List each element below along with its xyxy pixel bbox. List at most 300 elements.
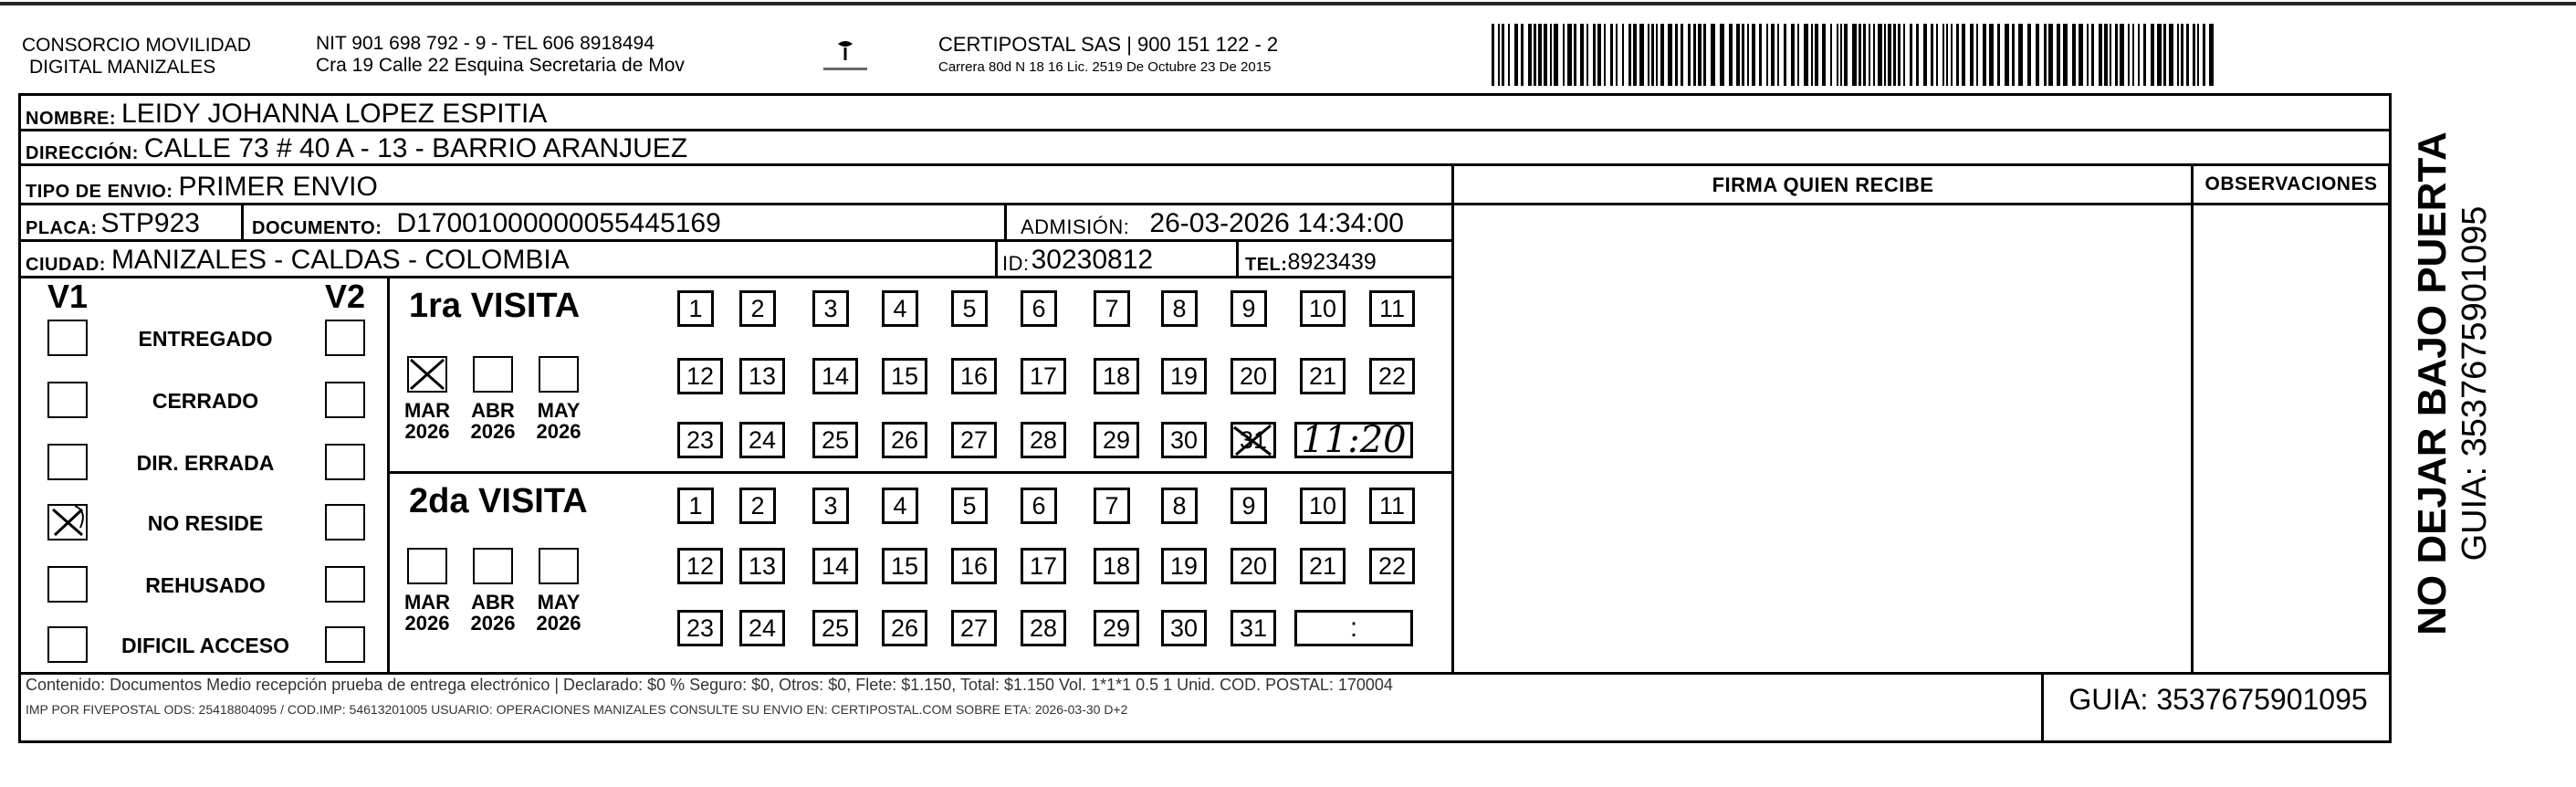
barcode-bar [1878,24,1882,86]
day-number: 17 [1029,551,1058,580]
v1-checkbox[interactable] [47,566,88,603]
day-box[interactable] [1021,610,1066,646]
day-box[interactable] [812,548,858,584]
barcode-bar [1668,24,1672,86]
day-number: 20 [1239,551,1268,580]
day-box[interactable] [739,290,776,327]
month-name: ABR [471,399,515,422]
v1-label: V1 [47,278,89,315]
time-box[interactable] [1294,419,1413,461]
barcode-bar [1923,24,1927,86]
day-number: 20 [1239,362,1268,390]
barcode-bar [1651,24,1654,86]
day-box[interactable] [1300,358,1346,394]
barcode-bar [2072,24,2076,86]
day-box[interactable] [1094,290,1130,327]
id-cell: ID: 30230812 [1002,245,1154,275]
col-sep [1236,239,1239,276]
day-box[interactable] [951,548,997,584]
day-box[interactable] [882,290,918,327]
second-visit-title: 2da VISITA [409,482,588,520]
barcode-bar [2036,24,2039,86]
barcode-bar [2027,24,2031,86]
day-box[interactable] [1230,358,1276,394]
month-label [400,592,455,634]
footer-guia: GUIA: 3537675901095 [2068,683,2368,716]
v2-checkbox[interactable] [325,320,365,356]
day-number: 1 [688,491,703,519]
day-box[interactable] [1021,422,1066,458]
firma-header: FIRMA QUIEN RECIBE [1712,173,1934,196]
day-box[interactable] [1369,488,1415,524]
day-number: 2 [750,294,765,322]
day-number: 27 [959,425,989,454]
barcode-bar [1869,24,1870,86]
barcode-bar [1610,24,1613,86]
barcode-bar [2181,24,2183,86]
barcode-bar [1688,24,1691,86]
day-box[interactable] [882,422,927,458]
barcode-bar [2186,24,2189,86]
barcode-bar [1711,24,1715,86]
barcode-bar [1791,24,1795,86]
barcode-bar [1508,24,1510,86]
barcode-bar [1815,24,1818,86]
day-number: 23 [686,614,715,642]
barcode-bar [1633,24,1637,86]
day-number: 31 [1239,614,1268,642]
certipostal-info: CERTIPOSTAL SAS | 900 151 122 - 2 Carrera 80d N 18 16 Lic. 2519 De Octubre 23 De 2015 [938,33,1279,76]
day-number: 1 [688,294,703,322]
day-box[interactable] [1161,488,1198,524]
time-value: : [1349,613,1358,643]
barcode-bar [2197,24,2199,86]
day-number: 10 [1308,294,1337,322]
day-box[interactable] [1230,488,1267,524]
barcode-bar [1622,24,1624,86]
barcode-bar [1970,24,1974,86]
placa-cell: PLACA: STP923 [26,208,200,238]
month-checkbox[interactable] [539,356,579,393]
barcode-bar [1648,24,1649,86]
month-label [400,400,455,442]
day-number: 29 [1102,425,1131,454]
barcode-bar [1844,24,1848,86]
day-box[interactable] [739,422,785,458]
day-number: 26 [890,425,919,454]
day-number: 12 [686,362,715,390]
day-number: 29 [1102,614,1131,642]
day-box[interactable] [1021,548,1066,584]
day-number: 17 [1029,362,1058,390]
v2-checkbox[interactable] [325,504,365,540]
barcode-bar [1521,24,1524,86]
v2-checkbox[interactable] [325,566,365,603]
day-number: 4 [893,294,907,322]
barcode-bar [1863,24,1866,86]
barcode-bar [1777,24,1779,86]
barcode-bar [1563,24,1565,86]
barcode-bar [1736,24,1740,86]
status-label: DIR. ERRADA [136,451,275,475]
barcode-bar [1766,24,1768,86]
day-number: 8 [1172,294,1187,322]
status-label: ENTREGADO [138,327,273,351]
month-label [466,400,520,442]
day-box[interactable] [677,548,723,584]
barcode-bar [1580,24,1584,86]
status-label: CERRADO [152,389,259,413]
v1-checkbox[interactable] [47,504,88,540]
day-box[interactable] [1021,358,1066,394]
barcode-bar [1962,24,1965,86]
barcode-bar [1660,24,1664,86]
month-checkbox[interactable] [407,548,447,584]
barcode-bar [1797,24,1799,86]
col-sep [241,203,244,239]
barcode-bar [2203,24,2205,86]
day-number: 24 [748,614,777,642]
barcode-bar [1951,24,1953,86]
month-checkbox[interactable] [539,548,579,584]
barcode-bar [1822,24,1826,86]
barcode-bar [1498,24,1500,86]
day-number: 13 [748,362,777,390]
barcode-bar [1639,24,1644,86]
day-number: 15 [890,551,919,580]
company-name: CONSORCIO MOVILIDAD DIGITAL MANIZALES [22,35,251,79]
barcode-bar [1936,24,1938,86]
day-box[interactable] [1300,290,1346,327]
barcode-bar [2209,24,2214,86]
day-number: 14 [821,551,850,580]
day-number: 21 [1308,551,1337,580]
barcode-bar [1693,24,1696,86]
day-box[interactable] [1230,290,1267,327]
barcode-bar [1976,24,1978,86]
barcode-bar [1729,24,1733,86]
barcode-bar [2138,24,2140,86]
row-sep [18,672,2392,675]
nit-info: NIT 901 698 792 - 9 - TEL 606 8918494 Cra 19 Calle 22 Esquina Secretaria de Mov [316,33,685,77]
barcode-bar [1554,24,1558,86]
barcode-bar [1830,24,1832,86]
barcode-bar [2115,24,2118,86]
day-box[interactable] [812,358,858,394]
day-box[interactable] [1021,290,1057,327]
barcode-bar [1514,24,1518,86]
barcode-bar [1997,24,2000,86]
documento-cell: DOCUMENTO: D17001000000055445169 [252,208,721,238]
day-box[interactable] [951,610,997,646]
day-number: 16 [959,551,989,580]
barcode-bar [1742,24,1744,86]
barcode-bar [1593,24,1596,86]
barcode-bar [1604,24,1606,86]
barcode-bar [1852,24,1857,86]
admision-cell: ADMISIÓN: 26-03-2026 14:34:00 [1021,208,1404,238]
barcode-bar [2018,24,2023,86]
day-box[interactable] [1094,488,1130,524]
barcode-bar [2079,24,2083,86]
col-sep [2191,163,2194,674]
month-year: 2026 [404,612,450,635]
observaciones-header: OBSERVACIONES [2204,173,2378,194]
day-number: 21 [1308,362,1337,390]
day-number: 25 [821,614,850,642]
barcode-bar [1544,24,1547,86]
day-number: 23 [686,425,715,454]
month-label [531,400,586,442]
barcode-bar [1534,24,1536,86]
day-box[interactable] [882,610,927,646]
month-year: 2026 [470,612,516,635]
barcode-bar [1538,24,1542,86]
day-number: 6 [1031,491,1046,519]
side-warning: NO DEJAR BAJO PUERTA GUIA: 3537675901095 [2410,131,2494,635]
day-number: 25 [821,425,850,454]
barcode-bar [1946,24,1948,86]
barcode-bar [1983,24,1986,86]
barcode-bar [2099,24,2102,86]
barcode-bar [2104,24,2108,86]
time-box[interactable] [1294,610,1413,646]
barcode-bar [1916,24,1919,86]
v1-checkbox[interactable] [47,444,88,480]
day-number: 7 [1105,294,1119,322]
barcode-bar [1597,24,1601,86]
day-box[interactable] [677,610,723,646]
barcode-bar [1759,24,1762,86]
day-box[interactable] [951,488,988,524]
barcode-bar [1898,24,1901,86]
day-box[interactable] [1369,358,1415,394]
month-checkbox[interactable] [473,548,513,584]
v2-label: V2 [325,278,366,315]
day-number: 27 [959,614,989,642]
nombre-row: NOMBRE: LEIDY JOHANNA LOPEZ ESPITIA [26,99,548,129]
barcode-bar [1771,24,1775,86]
day-box[interactable] [1161,548,1207,584]
barcode-bar [1720,24,1724,86]
day-box[interactable] [1161,610,1207,646]
col-sep [387,276,390,672]
day-box[interactable] [739,358,785,394]
day-box[interactable] [812,610,858,646]
day-box[interactable] [1230,422,1276,458]
day-box[interactable] [1021,488,1057,524]
barcode-bar [1574,24,1576,86]
barcode-bar [2110,24,2111,86]
month-year: 2026 [470,420,516,444]
barcode-bar [1989,24,1994,86]
day-box[interactable] [677,488,714,524]
day-number: 6 [1031,294,1046,322]
day-box[interactable] [882,548,927,584]
day-box[interactable] [882,358,927,394]
tel-cell: TEL: 8923439 [1245,249,1377,275]
barcode-bar [1837,24,1838,86]
day-number: 11 [1378,294,1406,322]
day-number: 19 [1169,362,1199,390]
day-box[interactable] [677,422,723,458]
col-sep [2388,163,2391,674]
day-box[interactable] [1230,610,1276,646]
day-number: 22 [1377,551,1407,580]
day-number: 19 [1169,551,1199,580]
day-number: 7 [1105,491,1119,519]
top-edge [0,2,2576,5]
direccion-row: DIRECCIÓN: CALLE 73 # 40 A - 13 - BARRIO ARANJUEZ [26,133,688,163]
month-year: 2026 [536,612,581,635]
day-number: 5 [962,491,977,519]
day-number: 26 [890,614,919,642]
barcode-bar [2044,24,2047,86]
barcode-bar [2048,24,2053,86]
day-box[interactable] [812,488,849,524]
day-box[interactable] [951,358,997,394]
time-value: 11:20 [1301,419,1407,461]
day-number: 3 [823,294,838,322]
day-number: 28 [1029,614,1058,642]
barcode-bar [2091,24,2094,86]
status-label: DIFICIL ACCESO [120,634,289,657]
day-number: 2 [750,491,765,519]
day-number: 24 [748,425,777,454]
col-sep [1451,163,1454,674]
day-number: 3 [823,491,838,519]
v2-checkbox[interactable] [325,444,365,480]
day-number: 12 [686,551,715,580]
barcode-bar [1804,24,1808,86]
col-sep [1004,203,1007,239]
day-number: 28 [1029,425,1058,454]
barcode-bar [1703,24,1706,86]
barcode-bar [1811,24,1813,86]
day-box[interactable] [882,488,918,524]
barcode-bar [2163,24,2166,86]
barcode-bar [1884,24,1886,86]
v1-checkbox[interactable] [47,320,88,356]
barcode-bar [1903,24,1905,86]
day-number: 14 [821,362,850,390]
day-box[interactable] [951,422,997,458]
day-number: 10 [1308,491,1337,519]
barcode-bar [1567,24,1572,86]
month-name: MAR [403,591,451,614]
barcode-bar [2143,24,2146,86]
barcode-bar [2063,24,2068,86]
day-box[interactable] [1161,290,1198,327]
day-number: 30 [1169,425,1199,454]
barcode-bar [2012,24,2015,86]
day-box[interactable] [1230,548,1276,584]
day-box[interactable] [677,358,723,394]
footer-content: Contenido: Documentos Medio recepción prueba de entrega electrónico | Declarado: $0 % Seguro: $0, Otros: $0, Flete: $1.150, Total: $1.150 Vol. 1*1*1 0.5 1 Unid. COD. POSTAL: 170004 IMP POR FIVEPOSTAL ODS: 25418804095 / COD.IMP: 54613201005 USUARIO: OPERACIONES MANIZALES CONSULTE SU ENVIO EN: CERTIPOSTAL.COM SOBRE ETA: 2026-03-30 D+2 [26,676,1393,717]
barcode-bar [2120,24,2124,86]
day-box[interactable] [951,290,988,327]
barcode-bar [1752,24,1755,86]
day-box[interactable] [1369,290,1415,327]
day-box[interactable] [1300,488,1346,524]
barcode [1492,24,2218,86]
barcode-bar [1840,24,1842,86]
month-year: 2026 [404,420,450,444]
day-box[interactable] [1161,358,1207,394]
day-box[interactable] [1369,548,1415,584]
barcode-bar [1873,24,1875,86]
day-box[interactable] [812,290,849,327]
v1-checkbox[interactable] [47,382,88,418]
day-box[interactable] [677,290,714,327]
barcode-bar [1628,24,1631,86]
day-number: 30 [1169,614,1199,642]
day-box[interactable] [1300,548,1346,584]
month-name: MAR [403,399,451,422]
day-box[interactable] [1094,422,1139,458]
month-label [531,592,586,634]
day-box[interactable] [1094,548,1139,584]
barcode-bar [1698,24,1702,86]
v2-checkbox[interactable] [325,382,365,418]
barcode-bar [2157,24,2162,86]
day-box[interactable] [812,422,858,458]
row-sep [387,471,1453,474]
certipostal-logo-icon [818,37,873,77]
day-number: 5 [962,294,977,322]
day-number: 8 [1172,491,1187,519]
status-label: REHUSADO [145,573,266,597]
month-checkbox[interactable] [407,356,447,393]
barcode-bar [2057,24,2060,86]
day-box[interactable] [739,548,785,584]
day-number: 15 [890,362,919,390]
day-number: 4 [893,491,907,519]
day-box[interactable] [1094,610,1139,646]
barcode-bar [1656,24,1658,86]
day-number: 31 [1239,425,1268,454]
day-number: 18 [1102,362,1131,390]
barcode-bar [1893,24,1896,86]
row-sep [1453,203,2392,205]
status-label: NO RESIDE [147,511,264,535]
barcode-bar [1910,24,1912,86]
barcode-bar [2132,24,2134,86]
barcode-bar [2177,24,2179,86]
day-number: 9 [1241,294,1256,322]
day-box[interactable] [1161,422,1207,458]
v1-checkbox[interactable] [47,626,88,663]
barcode-bar [1942,24,1944,86]
day-number: 22 [1377,362,1407,390]
v2-checkbox[interactable] [325,626,365,663]
day-box[interactable] [1094,358,1139,394]
barcode-bar [1888,24,1891,86]
barcode-bar [1747,24,1749,86]
barcode-bar [1616,24,1618,86]
barcode-bar [2087,24,2089,86]
month-checkbox[interactable] [473,356,513,393]
barcode-bar [1956,24,1959,86]
barcode-bar [2005,24,2009,86]
day-box[interactable] [739,610,785,646]
barcode-bar [1784,24,1786,86]
day-number: 16 [959,362,989,390]
day-box[interactable] [739,488,776,524]
barcode-bar [1528,24,1532,86]
day-number: 11 [1378,491,1406,519]
barcode-bar [1675,24,1678,86]
